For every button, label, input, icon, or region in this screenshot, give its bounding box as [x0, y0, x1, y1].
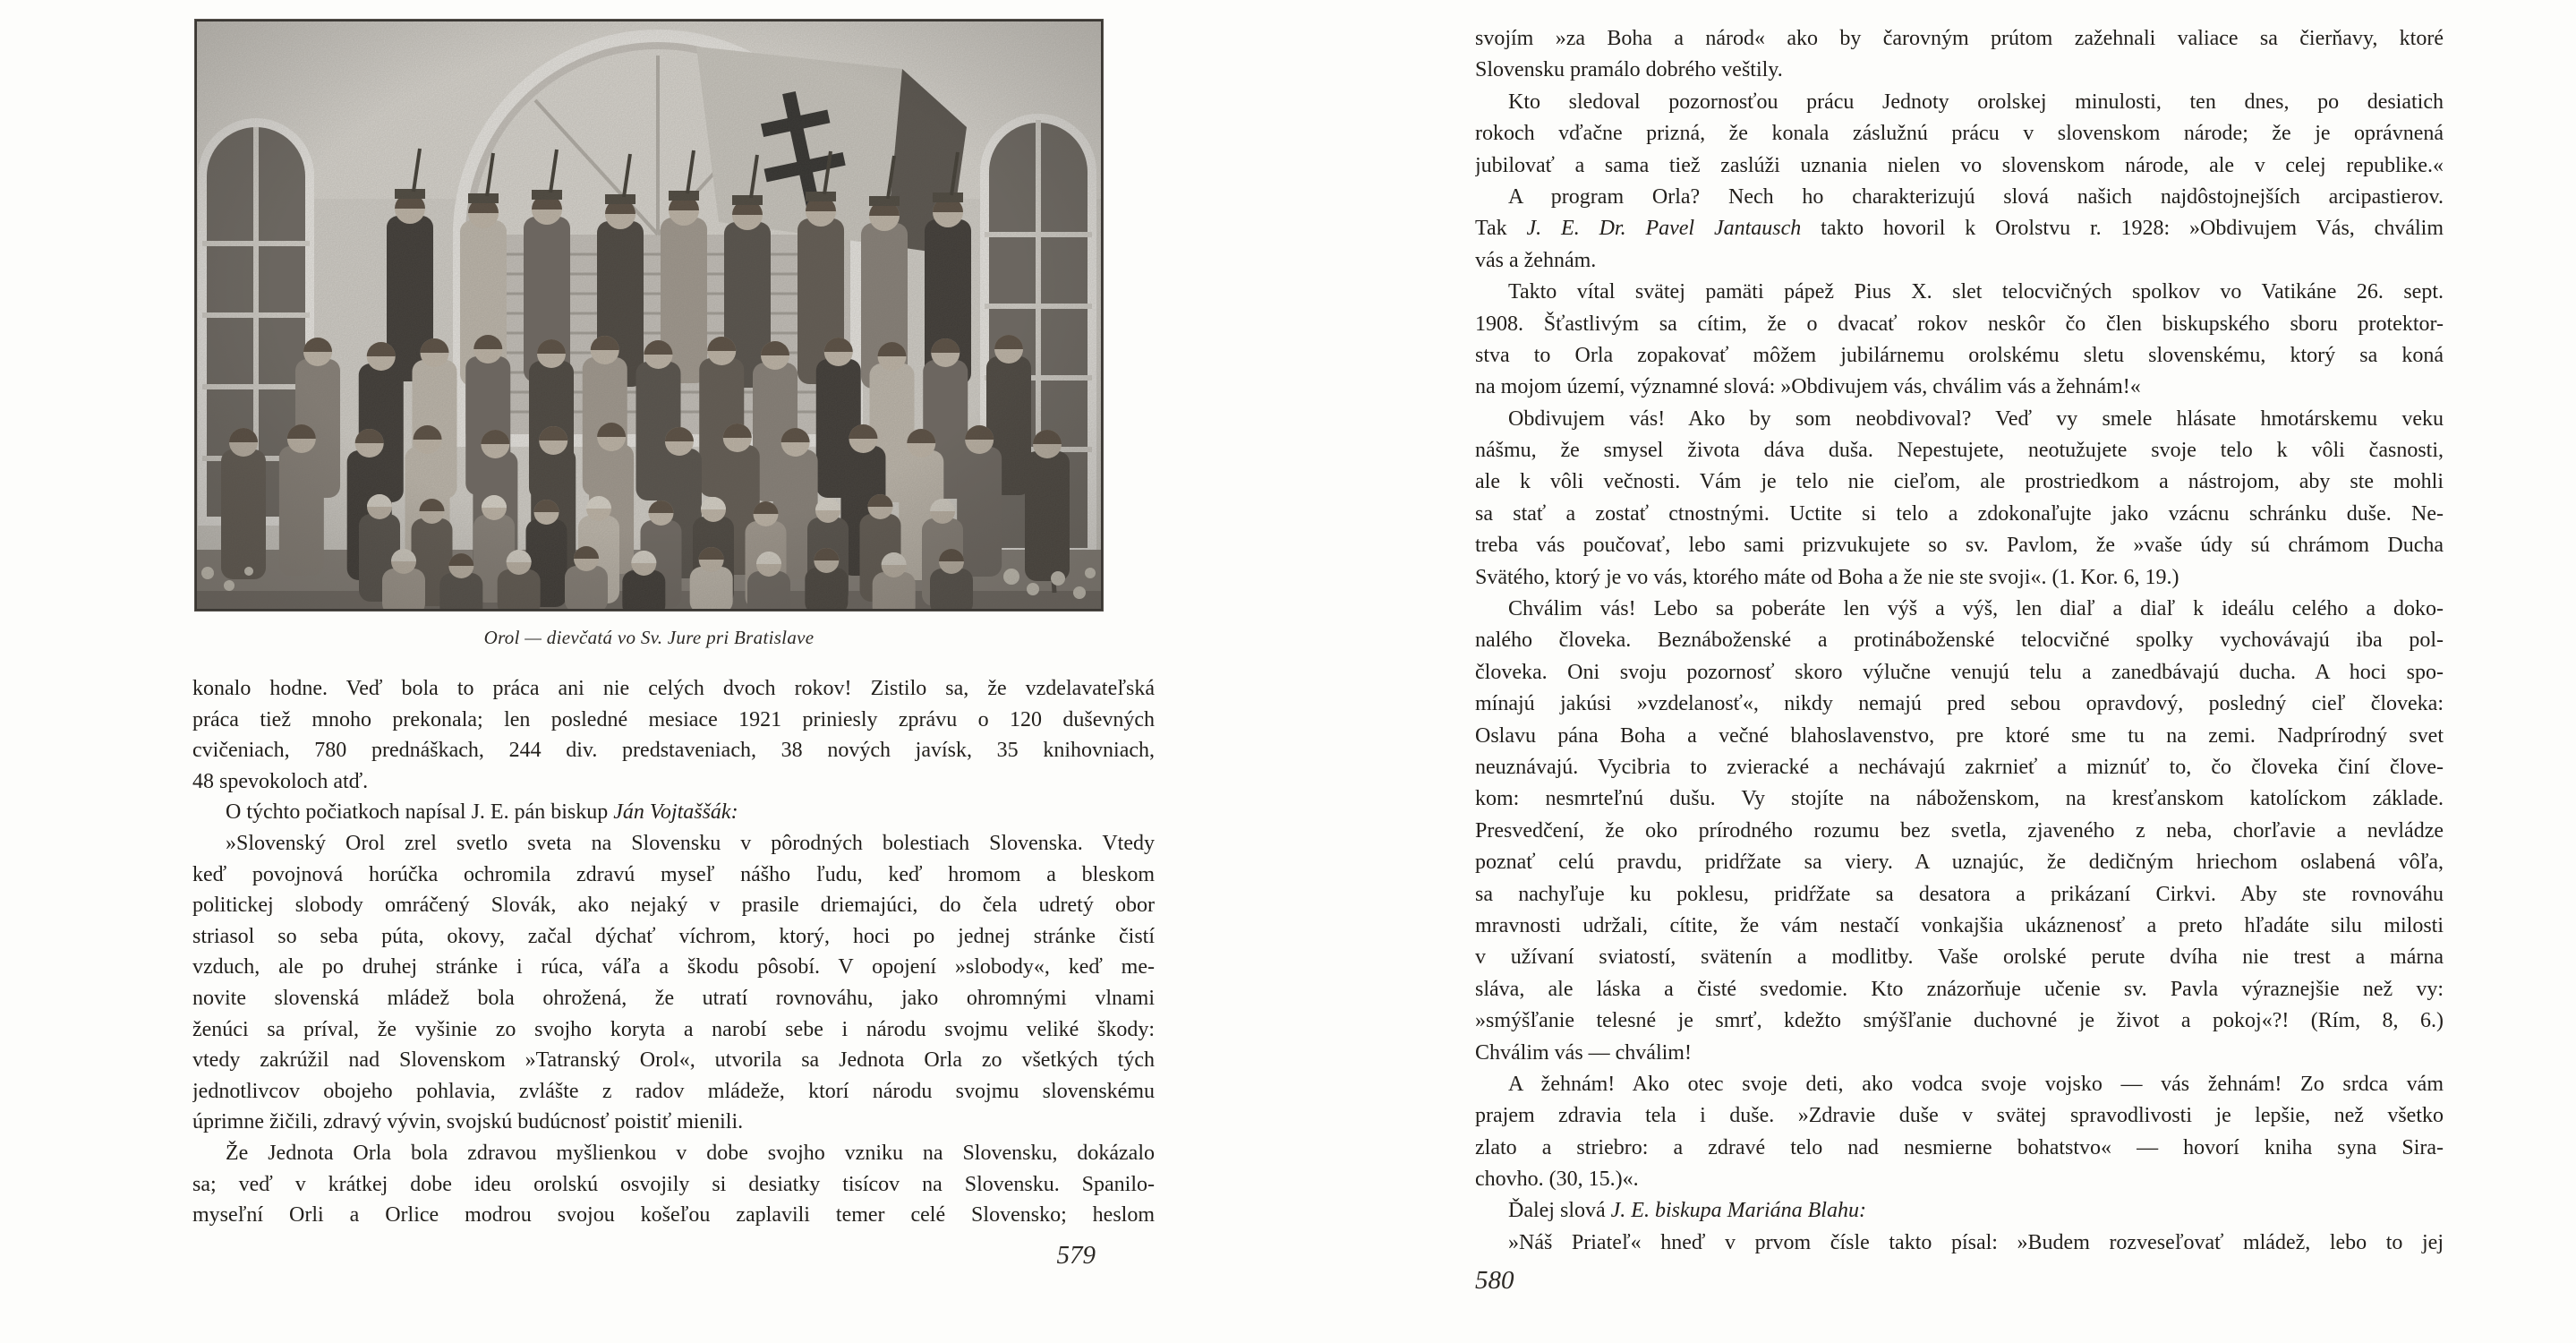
text-line: poznať celú pravdu, pridŕžate sa viery. A uznajúc, že dedičným hriechom oslabená vôľa,: [1475, 851, 2444, 875]
group-photo: [195, 20, 1103, 611]
text-line: ženúci sa príval, že vyšinie zo svojho koryta a narobí sebe i národu svojmu veliké škody:: [192, 1017, 1155, 1041]
text-line: A program Orla? Nech ho charakterizujú slová našich najdôstojnejších arcipastierov.: [1508, 184, 2444, 209]
text-line: stva to Orla zopakovať môžem jubilárnemu orolskému sletu slovenskému, ktorý sa koná: [1475, 343, 2444, 367]
text-line: zlato a striebro: a zdravé telo nad nesmierne bohatstvo« — hovorí kniha syna Sira-: [1475, 1135, 2444, 1159]
text-line: novite slovenská mládež bola ohrožená, že utratí rovnováhu, jako ohromnými vlnami: [192, 986, 1155, 1010]
text-line: kom: nesmrteľnú dušu. Vy stojíte na náboženskom, na kresťanskom katolíckom základe.: [1475, 787, 2444, 811]
left-page-text: [192, 673, 1155, 1231]
text-line: Chválim vás — chválim!: [1475, 1040, 1692, 1065]
text-line: politickej slobody omráčený Slovák, ako nejaký v prasile driemajúci, do čela udretý obor: [192, 894, 1155, 918]
text-line: ale k vôli večnosti. Vám je telo nie cieľom, ale prostriedkom a nástrojom, aby ste mohli: [1475, 470, 2444, 494]
text-line: Kto sledoval pozornosťou prácu Jednoty orolskej minulosti, ten dnes, po desiatich: [1508, 90, 2444, 114]
text-line: človeka. Oni svoju pozornosť skoro výlučne venujú telu a zanedbávajú ducha. A hoci spo-: [1475, 660, 2444, 684]
text-line: jubilovať a sama tiež zaslúži uznania nielen vo slovenskom národe, ale v celej republike.«: [1475, 153, 2444, 177]
photo-caption: Orol — dievčatá vo Sv. Jure pri Bratislave: [483, 627, 815, 648]
text-line: v užívaní sviatostí, svätenín a modlitby. Vaše orolské perute dvíha nie trest a márna: [1475, 945, 2444, 970]
text-line: vás a žehnám.: [1475, 248, 1597, 272]
paragraph: [192, 797, 1155, 828]
right-page-text: [1475, 23, 2444, 1259]
text-line: mínajú jakúsi »vzdelanosť«, nikdy nemajú pred sebou opravdový, posledný cieľ človeka:: [1475, 692, 2444, 716]
paragraph: [1475, 1069, 2444, 1196]
paragraph: [1475, 594, 2444, 1069]
text-line: »smýšľanie telesné je smrť, kdežto smýšľanie duchovné je život a pokoj«?! (Rím, 8, 6.): [1475, 1009, 2444, 1033]
text-line: prajem zdravia tela i duše. »Zdravie duše v svätej spravodlivosti je lepšie, než všetko: [1475, 1104, 2444, 1128]
text-line: O týchto počiatkoch napísal J. E. pán biskup Ján Vojtaššák:: [226, 800, 738, 825]
text-line: 1908. Šťastlivým sa cítim, že o dvacať rokov neskôr čo člen biskupského sboru protektor-: [1475, 312, 2444, 336]
paragraph: [1475, 1195, 2444, 1227]
paragraph: [1475, 404, 2444, 594]
text-line: »Náš Priateľ« hneď v prvom čísle takto písal: »Budem rozveseľovať mládež, lebo to jej: [1508, 1230, 2444, 1254]
text-line: konalo hodne. Veď bola to práca ani nie celých dvoch rokov! Zistilo sa, že vzdelavateľská: [192, 677, 1155, 700]
text-line: neuznávajú. Vycibria to zvieracké a nechávajú zakrnieť a miznúť to, čo človeka činí člove-: [1475, 755, 2444, 779]
paragraph: [192, 673, 1155, 797]
text-line: Takto vítal svätej pamäti pápež Pius X. slet telocvičných spolkov vo Vatikáne 26. sept.: [1508, 280, 2444, 304]
text-line: sláva, ale láska a čisté svedomie. Kto znázorňuje učenie sv. Pavla výraznejšie než vy:: [1475, 977, 2444, 1001]
text-line: práca tiež mnoho prekonala; len posledné mesiace 1921 priniesly zprávu o 120 duševných: [192, 707, 1155, 731]
text-line: chovho. (30, 15.)«.: [1475, 1168, 1639, 1192]
text-line: »Slovenský Orol zrel svetlo sveta na Slovensku v pôrodných bolestiach Slovenska. Vtedy: [226, 831, 1155, 855]
text-line: Presvedčení, že oko prírodného rozumu bez svetla, zjaveného z neba, chorľavie a nevládze: [1475, 818, 2444, 843]
text-line: striasol so seba púta, okovy, začal dýchať víchrom, ktorý, hoci po jednej stránke čistí: [192, 924, 1155, 948]
text-line: 48 spevokoloch atď.: [192, 769, 369, 793]
text-line: Chválim vás! Lebo sa poberáte len výš a výš, len diaľ a diaľ k ideálu celého a doko-: [1508, 597, 2444, 621]
text-line: rokoch vďačne prizná, že konala záslužnú prácu v slovenskom národe; že je oprávnená: [1475, 122, 2444, 146]
text-line: mravnosti udržali, cítite, že vám nestačí vonkajšia ukáznenosť a preto hľadáte silu milosti: [1475, 913, 2444, 937]
text-line: cvičeniach, 780 prednáškach, 244 div. predstaveniach, 38 nových javísk, 35 knihovniach,: [192, 739, 1155, 763]
text-line: Slovensku pramálo dobrého veštily.: [1475, 58, 1783, 82]
text-line: A žehnám! Ako otec svoje deti, ako vodca svoje vojsko — vás žehnám! Zo srdca vám: [1508, 1072, 2444, 1096]
text-line: Oslavu pána Boha a večné blahoslavenstvo, pre ktoré sme tu na zemi. Nadprírodný svet: [1475, 723, 2444, 748]
text-line: nalého človeka. Beznáboženské a protináboženské telocvičné spolky vychovávajú iba pol-: [1475, 629, 2444, 653]
text-line: úprimne žičili, zdravý vývin, svojskú budúcnosť poistiť mienili.: [192, 1110, 744, 1134]
text-line: vzduch, ale po druhej stránke i rúca, váľa a škodu pôsobí. V opojení »slobody«, keď me-: [192, 955, 1155, 979]
text-line: keď povojnová horúčka ochromila zdravú myseľ nášho ľudu, keď hromom a bleskom: [192, 862, 1155, 886]
group-photo-svg: [195, 20, 1103, 611]
text-line: Že Jednota Orla bola zdravou myšlienkou v dobe svojho vzniku na Slovensku, dokázalo: [226, 1141, 1155, 1165]
text-line: na mojom území, významné slová: »Obdivujem vás, chválim vás a žehnám!«: [1475, 375, 2141, 399]
text-line: Tak J. E. Dr. Pavel Jantausch takto hovoril k Orolstvu r. 1928: »Obdivujem Vás, chválim: [1475, 217, 2444, 241]
text-line: nášmu, že smysel života dáva duša. Nepestujete, neotužujete svoje telo k vôli časnosti,: [1475, 439, 2444, 463]
paragraph: [1475, 23, 2444, 87]
text-line: vtedy zakrúžil nad Slovenskom »Tatranský Orol«, utvorila sa Jednota Orla zo všetkých tých: [192, 1048, 1155, 1073]
text-line: svojím »za Boha a národ« ako by čarovným prútom zažehnali valiace sa čierňavy, ktoré: [1475, 27, 2444, 50]
paragraph: [1475, 1228, 2444, 1259]
text-line: jednotlivcov obojeho pohlavia, zvlášte z radov mládeže, ktorí národu svojmu slovenskému: [192, 1079, 1155, 1103]
page-number-right: 580: [1475, 1266, 1514, 1295]
text-line: Obdivujem vás! Ako by som neobdivoval? Veď vy smele hlásate hmotárskemu veku: [1508, 406, 2444, 431]
paragraph: [1475, 182, 2444, 277]
text-line: myseľní Orli a Orlice modrou svojou košeľou zaplavili temer celé Slovensko; heslom: [192, 1203, 1155, 1228]
text-line: sa stať a zostať ctnostnými. Uctite si telo a zdokonaľujte jako vzácnu schránku duše. Ne-: [1475, 501, 2444, 526]
text-line: sa nachyľuje ku poklesu, pridŕžate sa desatora a prikázaní Cirkvi. Aby ste rovnováhu: [1475, 882, 2444, 906]
paragraph: [1475, 87, 2444, 182]
text-line: Ďalej slová J. E. biskupa Mariána Blahu:: [1508, 1199, 1866, 1223]
page-number-left: 579: [1056, 1241, 1096, 1270]
paragraph: [1475, 277, 2444, 404]
text-line: treba vás poučovať, lebo sami prizvukujete so sv. Pavlom, že »vaše údy sú chrámom Ducha: [1475, 534, 2444, 558]
text-line: sa; veď v krátkej dobe ideu orolskú osvojily si desiatky tisícov na Slovensku. Spanilo-: [192, 1172, 1155, 1196]
paragraph: [192, 828, 1155, 1138]
text-line: Svätého, ktorý je vo vás, ktorého máte od Boha a že nie ste svoji«. (1. Kor. 6, 19.): [1475, 565, 2179, 589]
paragraph: [192, 1138, 1155, 1231]
